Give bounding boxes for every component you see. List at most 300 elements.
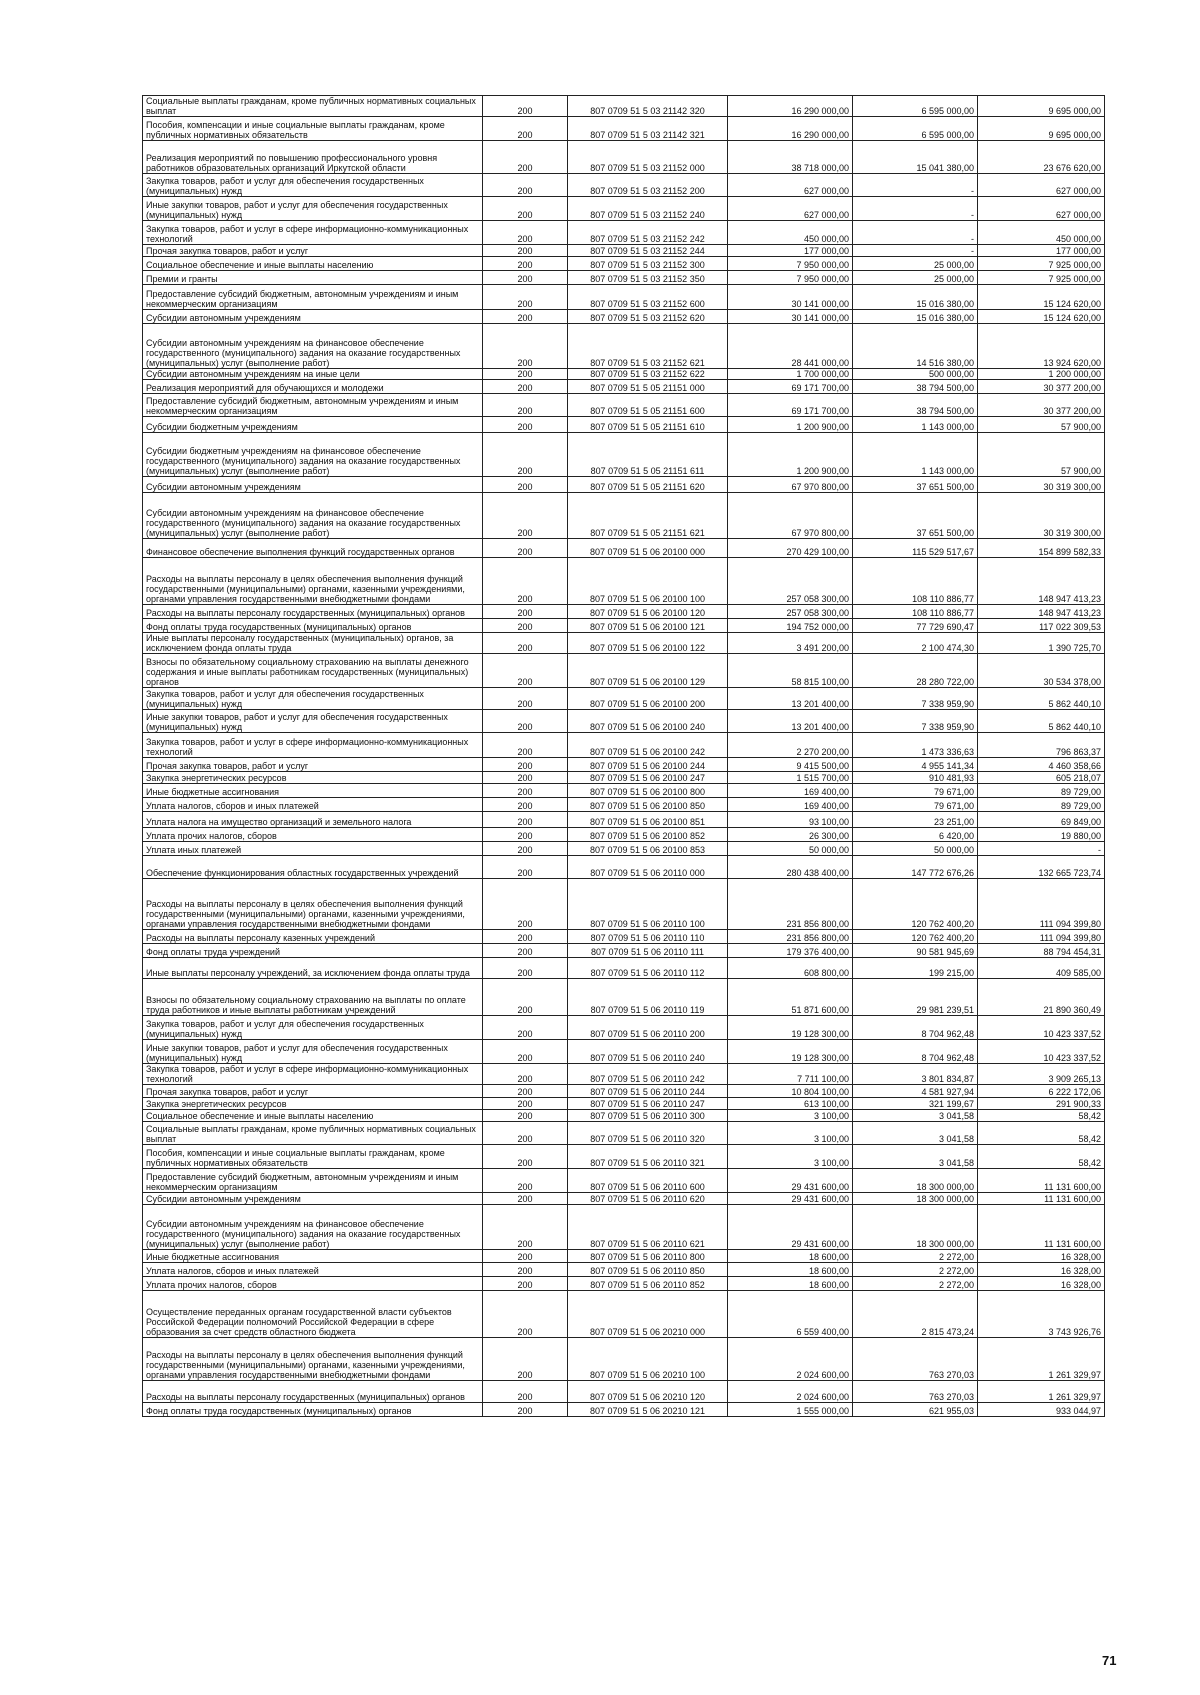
table-row <box>143 417 1105 433</box>
row-kbk: 807 0709 51 5 06 20110 111 <box>568 944 728 958</box>
row-code: 200 <box>483 958 568 979</box>
row-name: Социальное обеспечение и иные выплаты населению <box>143 1110 483 1122</box>
row-remaining: 933 044,97 <box>978 1403 1105 1417</box>
row-kbk: 807 0709 51 5 03 21142 320 <box>568 96 728 117</box>
table-row <box>143 394 1105 417</box>
row-remaining: 7 925 000,00 <box>978 257 1105 271</box>
row-name: Фонд оплаты труда государственных (муниципальных) органов <box>143 1403 483 1417</box>
row-kbk: 807 0709 51 5 06 20110 244 <box>568 1085 728 1098</box>
row-name: Субсидии автономным учреждениям на финансовое обеспечение государственного (муниципального) задания на оказание государственных (муниципальных) услуг (выполнение работ) <box>143 324 483 369</box>
row-executed: 3 041,58 <box>853 1145 978 1169</box>
table-row <box>143 369 1105 380</box>
row-approved: 2 024 600,00 <box>728 1338 853 1381</box>
row-code: 200 <box>483 710 568 733</box>
row-kbk: 807 0709 51 5 06 20110 321 <box>568 1145 728 1169</box>
row-kbk: 807 0709 51 5 05 21151 000 <box>568 380 728 394</box>
table-row <box>143 1291 1105 1338</box>
row-approved: 270 429 100,00 <box>728 539 853 558</box>
row-executed: 15 016 380,00 <box>853 285 978 310</box>
row-code: 200 <box>483 979 568 1016</box>
row-kbk: 807 0709 51 5 06 20210 100 <box>568 1338 728 1381</box>
row-name: Расходы на выплаты персоналу в целях обеспечения выполнения функций государственными (муниципальными) органами, казенными учреждениями, органами управления государственными внебюджетными фондами <box>143 1338 483 1381</box>
row-kbk: 807 0709 51 5 05 21151 621 <box>568 493 728 539</box>
table-row <box>143 174 1105 197</box>
row-executed: 3 801 834,87 <box>853 1064 978 1085</box>
row-code: 200 <box>483 558 568 605</box>
row-executed: 6 420,00 <box>853 828 978 842</box>
row-code: 200 <box>483 1085 568 1098</box>
row-remaining: 9 695 000,00 <box>978 117 1105 141</box>
table-row <box>143 758 1105 772</box>
row-name: Предоставление субсидий бюджетным, автономным учреждениям и иным некоммерческим организациям <box>143 285 483 310</box>
row-executed: 18 300 000,00 <box>853 1205 978 1250</box>
table-row <box>143 117 1105 141</box>
row-executed: 2 272,00 <box>853 1277 978 1291</box>
row-remaining: 11 131 600,00 <box>978 1193 1105 1205</box>
row-kbk: 807 0709 51 5 06 20110 110 <box>568 930 728 944</box>
row-remaining: 10 423 337,52 <box>978 1016 1105 1040</box>
row-code: 200 <box>483 493 568 539</box>
row-executed: 4 581 927,94 <box>853 1085 978 1098</box>
row-executed: 79 671,00 <box>853 798 978 812</box>
row-approved: 1 200 900,00 <box>728 433 853 477</box>
row-executed: 37 651 500,00 <box>853 493 978 539</box>
row-kbk: 807 0709 51 5 03 21152 350 <box>568 271 728 285</box>
row-name: Фонд оплаты труда государственных (муниципальных) органов <box>143 619 483 633</box>
row-executed: 18 300 000,00 <box>853 1169 978 1193</box>
row-executed: 115 529 517,67 <box>853 539 978 558</box>
row-remaining: - <box>978 842 1105 856</box>
row-executed: 2 272,00 <box>853 1263 978 1277</box>
row-approved: 7 711 100,00 <box>728 1064 853 1085</box>
row-executed: 6 595 000,00 <box>853 117 978 141</box>
row-remaining: 627 000,00 <box>978 174 1105 197</box>
row-remaining: 627 000,00 <box>978 197 1105 221</box>
row-kbk: 807 0709 51 5 05 21151 610 <box>568 417 728 433</box>
row-approved: 177 000,00 <box>728 245 853 257</box>
row-name: Пособия, компенсации и иные социальные выплаты гражданам, кроме публичных нормативных обязательств <box>143 1145 483 1169</box>
table-row <box>143 633 1105 654</box>
row-code: 200 <box>483 688 568 710</box>
row-remaining: 3 743 926,76 <box>978 1291 1105 1338</box>
row-code: 200 <box>483 930 568 944</box>
row-code: 200 <box>483 141 568 174</box>
row-kbk: 807 0709 51 5 06 20210 121 <box>568 1403 728 1417</box>
row-code: 200 <box>483 477 568 493</box>
row-remaining: 605 218,07 <box>978 772 1105 784</box>
row-remaining: 10 423 337,52 <box>978 1040 1105 1064</box>
row-approved: 7 950 000,00 <box>728 257 853 271</box>
row-approved: 6 559 400,00 <box>728 1291 853 1338</box>
row-name: Обеспечение функционирования областных государственных учреждений <box>143 856 483 879</box>
row-kbk: 807 0709 51 5 06 20100 240 <box>568 710 728 733</box>
row-approved: 3 491 200,00 <box>728 633 853 654</box>
row-executed: 8 704 962,48 <box>853 1016 978 1040</box>
row-approved: 18 600,00 <box>728 1277 853 1291</box>
row-code: 200 <box>483 271 568 285</box>
row-remaining: 58,42 <box>978 1122 1105 1145</box>
row-approved: 18 600,00 <box>728 1263 853 1277</box>
row-code: 200 <box>483 1040 568 1064</box>
row-code: 200 <box>483 380 568 394</box>
row-remaining: 15 124 620,00 <box>978 310 1105 324</box>
row-code: 200 <box>483 605 568 619</box>
row-kbk: 807 0709 51 5 03 21152 622 <box>568 369 728 380</box>
row-code: 200 <box>483 1016 568 1040</box>
row-code: 200 <box>483 417 568 433</box>
row-remaining: 177 000,00 <box>978 245 1105 257</box>
row-remaining: 5 862 440,10 <box>978 688 1105 710</box>
row-kbk: 807 0709 51 5 06 20110 600 <box>568 1169 728 1193</box>
row-executed: 90 581 945,69 <box>853 944 978 958</box>
table-row <box>143 1338 1105 1381</box>
row-code: 200 <box>483 433 568 477</box>
row-kbk: 807 0709 51 5 06 20100 851 <box>568 812 728 828</box>
row-code: 200 <box>483 1205 568 1250</box>
row-approved: 67 970 800,00 <box>728 493 853 539</box>
table-row <box>143 1169 1105 1193</box>
row-executed: - <box>853 245 978 257</box>
row-kbk: 807 0709 51 5 06 20110 247 <box>568 1098 728 1110</box>
row-remaining: 1 261 329,97 <box>978 1381 1105 1403</box>
row-name: Социальные выплаты гражданам, кроме публичных нормативных социальных выплат <box>143 96 483 117</box>
row-name: Фонд оплаты труда учреждений <box>143 944 483 958</box>
row-kbk: 807 0709 51 5 06 20110 320 <box>568 1122 728 1145</box>
row-kbk: 807 0709 51 5 03 21152 240 <box>568 197 728 221</box>
row-executed: 8 704 962,48 <box>853 1040 978 1064</box>
row-approved: 26 300,00 <box>728 828 853 842</box>
row-code: 200 <box>483 117 568 141</box>
row-name: Закупка товаров, работ и услуг для обеспечения государственных (муниципальных) нужд <box>143 1016 483 1040</box>
table-row <box>143 958 1105 979</box>
row-kbk: 807 0709 51 5 03 21152 621 <box>568 324 728 369</box>
row-code: 200 <box>483 1338 568 1381</box>
row-approved: 51 871 600,00 <box>728 979 853 1016</box>
row-executed: 28 280 722,00 <box>853 654 978 688</box>
row-remaining: 796 863,37 <box>978 733 1105 758</box>
row-approved: 627 000,00 <box>728 174 853 197</box>
row-approved: 18 600,00 <box>728 1250 853 1263</box>
row-remaining: 148 947 413,23 <box>978 605 1105 619</box>
row-remaining: 13 924 620,00 <box>978 324 1105 369</box>
row-executed: 147 772 676,26 <box>853 856 978 879</box>
row-kbk: 807 0709 51 5 03 21152 600 <box>568 285 728 310</box>
row-code: 200 <box>483 828 568 842</box>
row-approved: 13 201 400,00 <box>728 688 853 710</box>
row-name: Субсидии бюджетным учреждениям на финансовое обеспечение государственного (муниципального) задания на оказание государственных (муниципальных) услуг (выполнение работ) <box>143 433 483 477</box>
row-approved: 169 400,00 <box>728 798 853 812</box>
row-name: Реализация мероприятий по повышению профессионального уровня работников образовательных организаций Иркутской области <box>143 141 483 174</box>
table-row <box>143 221 1105 245</box>
row-approved: 16 290 000,00 <box>728 96 853 117</box>
row-approved: 179 376 400,00 <box>728 944 853 958</box>
table-row <box>143 856 1105 879</box>
row-remaining: 89 729,00 <box>978 798 1105 812</box>
row-code: 200 <box>483 1098 568 1110</box>
row-remaining: 111 094 399,80 <box>978 930 1105 944</box>
row-remaining: 57 900,00 <box>978 417 1105 433</box>
table-row <box>143 493 1105 539</box>
row-approved: 7 950 000,00 <box>728 271 853 285</box>
row-remaining: 132 665 723,74 <box>978 856 1105 879</box>
row-approved: 93 100,00 <box>728 812 853 828</box>
table-row <box>143 784 1105 798</box>
row-approved: 38 718 000,00 <box>728 141 853 174</box>
row-kbk: 807 0709 51 5 06 20110 119 <box>568 979 728 1016</box>
row-executed: 910 481,93 <box>853 772 978 784</box>
table-row <box>143 558 1105 605</box>
table-row <box>143 812 1105 828</box>
row-remaining: 16 328,00 <box>978 1250 1105 1263</box>
row-remaining: 4 460 358,66 <box>978 758 1105 772</box>
row-code: 200 <box>483 879 568 930</box>
row-approved: 29 431 600,00 <box>728 1169 853 1193</box>
row-kbk: 807 0709 51 5 03 21142 321 <box>568 117 728 141</box>
row-kbk: 807 0709 51 5 06 20100 200 <box>568 688 728 710</box>
table-row <box>143 979 1105 1016</box>
row-name: Закупка товаров, работ и услуг для обеспечения государственных (муниципальных) нужд <box>143 174 483 197</box>
row-name: Закупка товаров, работ и услуг в сфере информационно-коммуникационных технологий <box>143 1064 483 1085</box>
row-name: Предоставление субсидий бюджетным, автономным учреждениям и иным некоммерческим организациям <box>143 1169 483 1193</box>
row-executed: 18 300 000,00 <box>853 1193 978 1205</box>
row-name: Уплата налогов, сборов и иных платежей <box>143 798 483 812</box>
row-remaining: 117 022 309,53 <box>978 619 1105 633</box>
row-approved: 627 000,00 <box>728 197 853 221</box>
row-kbk: 807 0709 51 5 06 20100 850 <box>568 798 728 812</box>
row-remaining: 1 390 725,70 <box>978 633 1105 654</box>
row-name: Иные выплаты персоналу государственных (муниципальных) органов, за исключением фонда оплаты труда <box>143 633 483 654</box>
row-name: Финансовое обеспечение выполнения функций государственных органов <box>143 539 483 558</box>
row-name: Субсидии автономным учреждениям на финансовое обеспечение государственного (муниципального) задания на оказание государственных (муниципальных) услуг (выполнение работ) <box>143 493 483 539</box>
row-approved: 69 171 700,00 <box>728 394 853 417</box>
row-remaining: 5 862 440,10 <box>978 710 1105 733</box>
row-name: Закупка энергетических ресурсов <box>143 772 483 784</box>
row-executed: 50 000,00 <box>853 842 978 856</box>
row-name: Премии и гранты <box>143 271 483 285</box>
table-row <box>143 1098 1105 1110</box>
row-approved: 3 100,00 <box>728 1145 853 1169</box>
row-code: 200 <box>483 944 568 958</box>
table-row <box>143 324 1105 369</box>
row-name: Расходы на выплаты персоналу государственных (муниципальных) органов <box>143 1381 483 1403</box>
row-executed: 199 215,00 <box>853 958 978 979</box>
row-code: 200 <box>483 197 568 221</box>
table-body <box>143 96 1105 1417</box>
row-name: Иные закупки товаров, работ и услуг для обеспечения государственных (муниципальных) нужд <box>143 710 483 733</box>
row-kbk: 807 0709 51 5 06 20110 200 <box>568 1016 728 1040</box>
row-name: Взносы по обязательному социальному страхованию на выплаты денежного содержания и иные выплаты работникам государственных (муниципальных) органов <box>143 654 483 688</box>
row-kbk: 807 0709 51 5 03 21152 300 <box>568 257 728 271</box>
row-name: Расходы на выплаты персоналу казенных учреждений <box>143 930 483 944</box>
row-name: Уплата иных платежей <box>143 842 483 856</box>
row-code: 200 <box>483 1277 568 1291</box>
table-row <box>143 944 1105 958</box>
row-name: Расходы на выплаты персоналу государственных (муниципальных) органов <box>143 605 483 619</box>
table-row <box>143 477 1105 493</box>
row-executed: 15 016 380,00 <box>853 310 978 324</box>
row-name: Иные бюджетные ассигнования <box>143 1250 483 1263</box>
table-row <box>143 1110 1105 1122</box>
row-approved: 169 400,00 <box>728 784 853 798</box>
row-executed: 38 794 500,00 <box>853 380 978 394</box>
row-kbk: 807 0709 51 5 06 20100 800 <box>568 784 728 798</box>
row-executed: - <box>853 221 978 245</box>
row-code: 200 <box>483 772 568 784</box>
row-executed: 77 729 690,47 <box>853 619 978 633</box>
row-name: Иные выплаты персоналу учреждений, за исключением фонда оплаты труда <box>143 958 483 979</box>
row-executed: 3 041,58 <box>853 1110 978 1122</box>
row-executed: 621 955,03 <box>853 1403 978 1417</box>
row-kbk: 807 0709 51 5 05 21151 600 <box>568 394 728 417</box>
row-kbk: 807 0709 51 5 06 20110 240 <box>568 1040 728 1064</box>
row-name: Уплата прочих налогов, сборов <box>143 828 483 842</box>
table-row <box>143 879 1105 930</box>
row-kbk: 807 0709 51 5 06 20110 620 <box>568 1193 728 1205</box>
table-row <box>143 271 1105 285</box>
row-approved: 50 000,00 <box>728 842 853 856</box>
row-executed: 6 595 000,00 <box>853 96 978 117</box>
row-remaining: 30 534 378,00 <box>978 654 1105 688</box>
table-row <box>143 710 1105 733</box>
row-code: 200 <box>483 221 568 245</box>
table-row <box>143 1263 1105 1277</box>
row-approved: 28 441 000,00 <box>728 324 853 369</box>
row-remaining: 30 319 300,00 <box>978 477 1105 493</box>
row-remaining: 148 947 413,23 <box>978 558 1105 605</box>
row-remaining: 30 377 200,00 <box>978 380 1105 394</box>
row-approved: 29 431 600,00 <box>728 1193 853 1205</box>
row-name: Уплата налога на имущество организаций и земельного налога <box>143 812 483 828</box>
row-code: 200 <box>483 619 568 633</box>
row-executed: 7 338 959,90 <box>853 688 978 710</box>
row-code: 200 <box>483 654 568 688</box>
row-executed: 108 110 886,77 <box>853 558 978 605</box>
row-executed: 763 270,03 <box>853 1338 978 1381</box>
row-kbk: 807 0709 51 5 06 20100 121 <box>568 619 728 633</box>
row-code: 200 <box>483 257 568 271</box>
table-row <box>143 1064 1105 1085</box>
row-executed: 3 041,58 <box>853 1122 978 1145</box>
row-approved: 3 100,00 <box>728 1122 853 1145</box>
row-name: Осуществление переданных органам государственной власти субъектов Российской Федерации полномочий Российской Федерации в сфере образования за счет средств областного бюджета <box>143 1291 483 1338</box>
table-row <box>143 605 1105 619</box>
row-approved: 69 171 700,00 <box>728 380 853 394</box>
row-kbk: 807 0709 51 5 06 20110 300 <box>568 1110 728 1122</box>
table-row <box>143 1016 1105 1040</box>
row-executed: 1 143 000,00 <box>853 417 978 433</box>
table-row <box>143 1403 1105 1417</box>
row-approved: 1 515 700,00 <box>728 772 853 784</box>
row-code: 200 <box>483 1291 568 1338</box>
row-name: Закупка энергетических ресурсов <box>143 1098 483 1110</box>
row-kbk: 807 0709 51 5 06 20110 242 <box>568 1064 728 1085</box>
row-approved: 10 804 100,00 <box>728 1085 853 1098</box>
row-executed: 763 270,03 <box>853 1381 978 1403</box>
row-name: Субсидии автономным учреждениям <box>143 477 483 493</box>
row-remaining: 11 131 600,00 <box>978 1205 1105 1250</box>
row-executed: 321 199,67 <box>853 1098 978 1110</box>
row-kbk: 807 0709 51 5 06 20210 000 <box>568 1291 728 1338</box>
row-approved: 231 856 800,00 <box>728 930 853 944</box>
row-kbk: 807 0709 51 5 03 21152 200 <box>568 174 728 197</box>
row-remaining: 88 794 454,31 <box>978 944 1105 958</box>
row-remaining: 16 328,00 <box>978 1263 1105 1277</box>
row-kbk: 807 0709 51 5 06 20100 853 <box>568 842 728 856</box>
row-name: Социальное обеспечение и иные выплаты населению <box>143 257 483 271</box>
row-kbk: 807 0709 51 5 06 20110 621 <box>568 1205 728 1250</box>
row-approved: 1 555 000,00 <box>728 1403 853 1417</box>
row-approved: 13 201 400,00 <box>728 710 853 733</box>
row-executed: 108 110 886,77 <box>853 605 978 619</box>
row-name: Расходы на выплаты персоналу в целях обеспечения выполнения функций государственными (муниципальными) органами, казенными учреждениями, органами управления государственными внебюджетными фондами <box>143 879 483 930</box>
row-executed: 120 762 400,20 <box>853 879 978 930</box>
row-executed: 37 651 500,00 <box>853 477 978 493</box>
row-kbk: 807 0709 51 5 05 21151 620 <box>568 477 728 493</box>
row-kbk: 807 0709 51 5 06 20210 120 <box>568 1381 728 1403</box>
row-executed: 500 000,00 <box>853 369 978 380</box>
table-row <box>143 654 1105 688</box>
row-approved: 280 438 400,00 <box>728 856 853 879</box>
table-row <box>143 245 1105 257</box>
row-approved: 2 270 200,00 <box>728 733 853 758</box>
row-approved: 58 815 100,00 <box>728 654 853 688</box>
row-name: Уплата налогов, сборов и иных платежей <box>143 1263 483 1277</box>
row-remaining: 23 676 620,00 <box>978 141 1105 174</box>
row-kbk: 807 0709 51 5 03 21152 000 <box>568 141 728 174</box>
row-remaining: 11 131 600,00 <box>978 1169 1105 1193</box>
row-name: Пособия, компенсации и иные социальные выплаты гражданам, кроме публичных нормативных обязательств <box>143 117 483 141</box>
row-remaining: 58,42 <box>978 1145 1105 1169</box>
table-row <box>143 1085 1105 1098</box>
row-remaining: 154 899 582,33 <box>978 539 1105 558</box>
row-name: Социальные выплаты гражданам, кроме публичных нормативных социальных выплат <box>143 1122 483 1145</box>
row-code: 200 <box>483 394 568 417</box>
row-executed: 2 100 474,30 <box>853 633 978 654</box>
row-name: Субсидии автономным учреждениям <box>143 310 483 324</box>
row-executed: - <box>853 197 978 221</box>
row-executed: 2 272,00 <box>853 1250 978 1263</box>
table-row <box>143 772 1105 784</box>
row-approved: 257 058 300,00 <box>728 558 853 605</box>
row-code: 200 <box>483 842 568 856</box>
row-kbk: 807 0709 51 5 06 20100 242 <box>568 733 728 758</box>
row-approved: 613 100,00 <box>728 1098 853 1110</box>
row-name: Субсидии бюджетным учреждениям <box>143 417 483 433</box>
table-row <box>143 1122 1105 1145</box>
row-executed: 7 338 959,90 <box>853 710 978 733</box>
table-row <box>143 733 1105 758</box>
row-code: 200 <box>483 96 568 117</box>
row-kbk: 807 0709 51 5 06 20110 850 <box>568 1263 728 1277</box>
row-approved: 3 100,00 <box>728 1110 853 1122</box>
row-code: 200 <box>483 798 568 812</box>
row-approved: 194 752 000,00 <box>728 619 853 633</box>
row-code: 200 <box>483 784 568 798</box>
row-name: Закупка товаров, работ и услуг в сфере информационно-коммуникационных технологий <box>143 221 483 245</box>
row-code: 200 <box>483 1263 568 1277</box>
row-remaining: 89 729,00 <box>978 784 1105 798</box>
row-kbk: 807 0709 51 5 06 20100 122 <box>568 633 728 654</box>
row-code: 200 <box>483 1193 568 1205</box>
row-name: Субсидии автономным учреждениям <box>143 1193 483 1205</box>
row-name: Взносы по обязательному социальному страхованию на выплаты по оплате труда работников и иные выплаты работникам учреждений <box>143 979 483 1016</box>
row-executed: 120 762 400,20 <box>853 930 978 944</box>
row-remaining: 9 695 000,00 <box>978 96 1105 117</box>
row-kbk: 807 0709 51 5 06 20100 120 <box>568 605 728 619</box>
row-remaining: 57 900,00 <box>978 433 1105 477</box>
row-code: 200 <box>483 812 568 828</box>
row-code: 200 <box>483 310 568 324</box>
